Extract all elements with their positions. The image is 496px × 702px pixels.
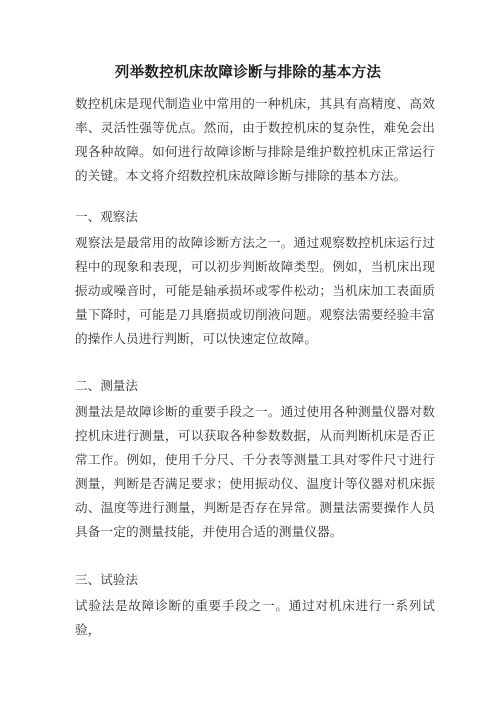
section-paragraph-measurement: 测量法是故障诊断的重要手段之一。通过使用各种测量仪器对数控机床进行测量，可以获取各种参数数据，从而判断机床是否正常工作。例如，使用千分尺、千分表等测量工具对零件尺寸进行测量，判断是否满足要求；使用振动仪、温度计等仪器对机床振动、温度等进行测量，判断是否存在异常。测量法需要操作人员具备一定的测量技能，并使用合适的测量仪器。	[75, 404, 435, 539]
section-paragraph-testing: 试验法是故障诊断的重要手段之一。通过对机床进行一系列试验，	[75, 598, 435, 637]
intro-paragraph: 数控机床是现代制造业中常用的一种机床，其具有高精度、高效率、灵活性强等优点。然而，由于数控机床的复杂性，难免会出现各种故障。如何进行故障诊断与排除是维护数控机床正常运行的关键。本文将介绍数控机床故障诊断与排除的基本方法。	[75, 96, 435, 183]
section-heading-testing: 三、试验法	[75, 572, 138, 587]
section-heading-observation: 一、观察法	[75, 209, 138, 224]
section-heading-measurement: 二、测量法	[75, 378, 138, 393]
document-title: 列举数控机床故障诊断与排除的基本方法	[114, 65, 382, 81]
section-paragraph-observation: 观察法是最常用的故障诊断方法之一。通过观察数控机床运行过程中的现象和表现，可以初步判断故障类型。例如，当机床出现振动或噪音时，可能是轴承损坏或零件松动；当机床加工表面质量下降时，可能是刀具磨损或切削液问题。观察法需要经验丰富的操作人员进行判断，可以快速定位故障。	[75, 235, 435, 346]
